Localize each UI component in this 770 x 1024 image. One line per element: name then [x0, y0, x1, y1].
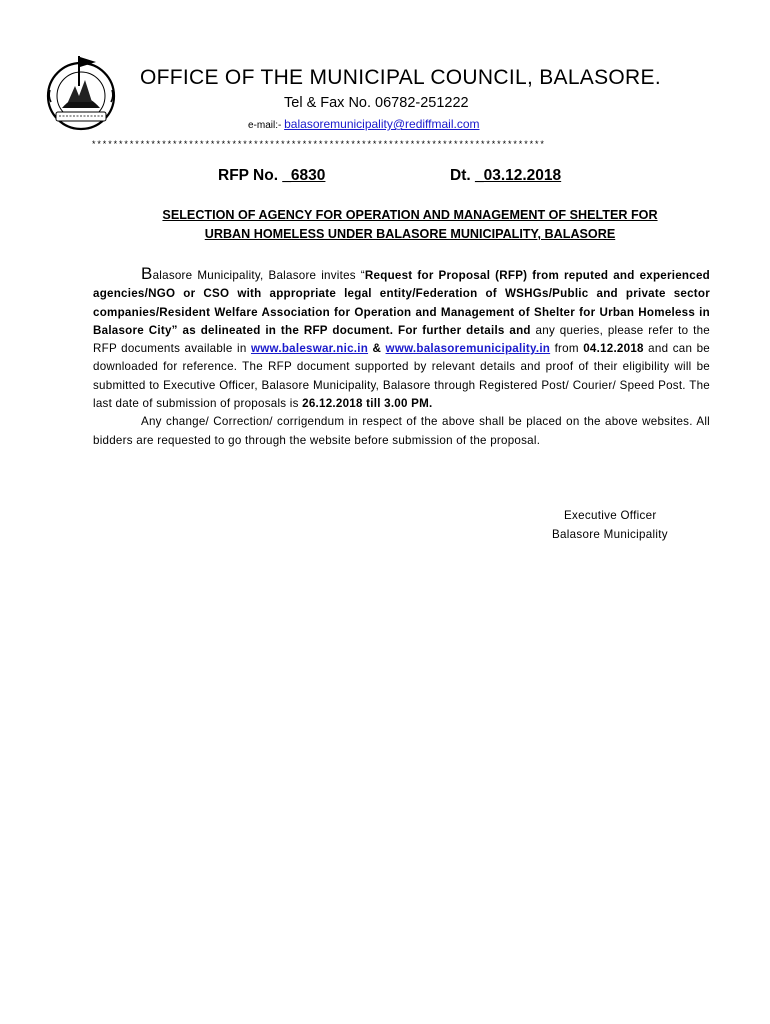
office-title: OFFICE OF THE MUNICIPAL COUNCIL, BALASORE. — [140, 66, 661, 89]
subject-heading — [90, 206, 730, 244]
rfp-no-label: RFP No. — [218, 167, 283, 184]
signatory-title: Executive Officer — [564, 509, 657, 522]
subject-line-2: URBAN HOMELESS UNDER BALASORE MUNICIPALITY, BALASORE — [204, 227, 616, 241]
paragraph-2: Any change/ Correction/ corrigendum in respect of the above shall be placed on the above websites. All bidders are requested to go through the website before submission of the proposal. — [93, 415, 710, 447]
signature-block — [552, 506, 668, 544]
rfp-date — [450, 167, 561, 185]
text-run: alasore Municipality, Balasore invites “ — [152, 269, 365, 282]
email-label: e-mail:- — [248, 120, 285, 131]
email-line — [248, 117, 480, 131]
bold-deadline: 26.12.2018 till 3.00 PM. — [302, 397, 433, 411]
link-baleswar[interactable]: www.baleswar.nic.in — [250, 342, 369, 356]
subject-line-1: SELECTION OF AGENCY FOR OPERATION AND MANAGEMENT OF SHELTER FOR — [162, 208, 658, 222]
email-link[interactable]: balasoremunicipality@rediffmail.com — [284, 117, 480, 131]
notice-body — [93, 265, 710, 450]
dropcap-letter: B — [141, 264, 153, 283]
rfp-date-value: _03.12.2018 — [474, 167, 562, 184]
text-run: & — [368, 342, 386, 356]
star-divider: ************************************************************************************ — [92, 139, 546, 149]
rfp-date-label: Dt. — [450, 167, 475, 184]
rfp-no-value: _6830 — [282, 167, 326, 184]
text-run: and can be downloaded for reference. The RFP document supported by relevant details and proof of their eligibility will be submitted to Executive Officer, Balasore Municipality, Balasore through Registered Post/ Courier/ Speed Post. The last date of submission of proposals is — [93, 342, 710, 411]
link-balasoremunicipality[interactable]: www.balasoremunicipality.in — [385, 342, 551, 356]
bold-run: Request for Proposal (RFP) from reputed and experienced agencies/NGO or CSO with appropriate legal entity/Federation of WSHGs/Public and private sector companies/Resident Welfare Association for Operation and Management of Shelter for Urban Homeless in Balasore City” as delineated in the RFP document. For further details and — [93, 269, 710, 337]
signatory-office: Balasore Municipality — [552, 528, 668, 541]
text-run: any queries, please refer to the RFP documents available in — [93, 323, 710, 356]
municipal-emblem-logo — [42, 50, 120, 134]
rfp-reference-line — [218, 167, 638, 185]
paragraph-1 — [93, 265, 710, 413]
tel-fax-number: Tel & Fax No. 06782-251222 — [284, 95, 469, 111]
bold-date: 04.12.2018 — [583, 342, 644, 356]
text-run: from — [550, 342, 584, 356]
